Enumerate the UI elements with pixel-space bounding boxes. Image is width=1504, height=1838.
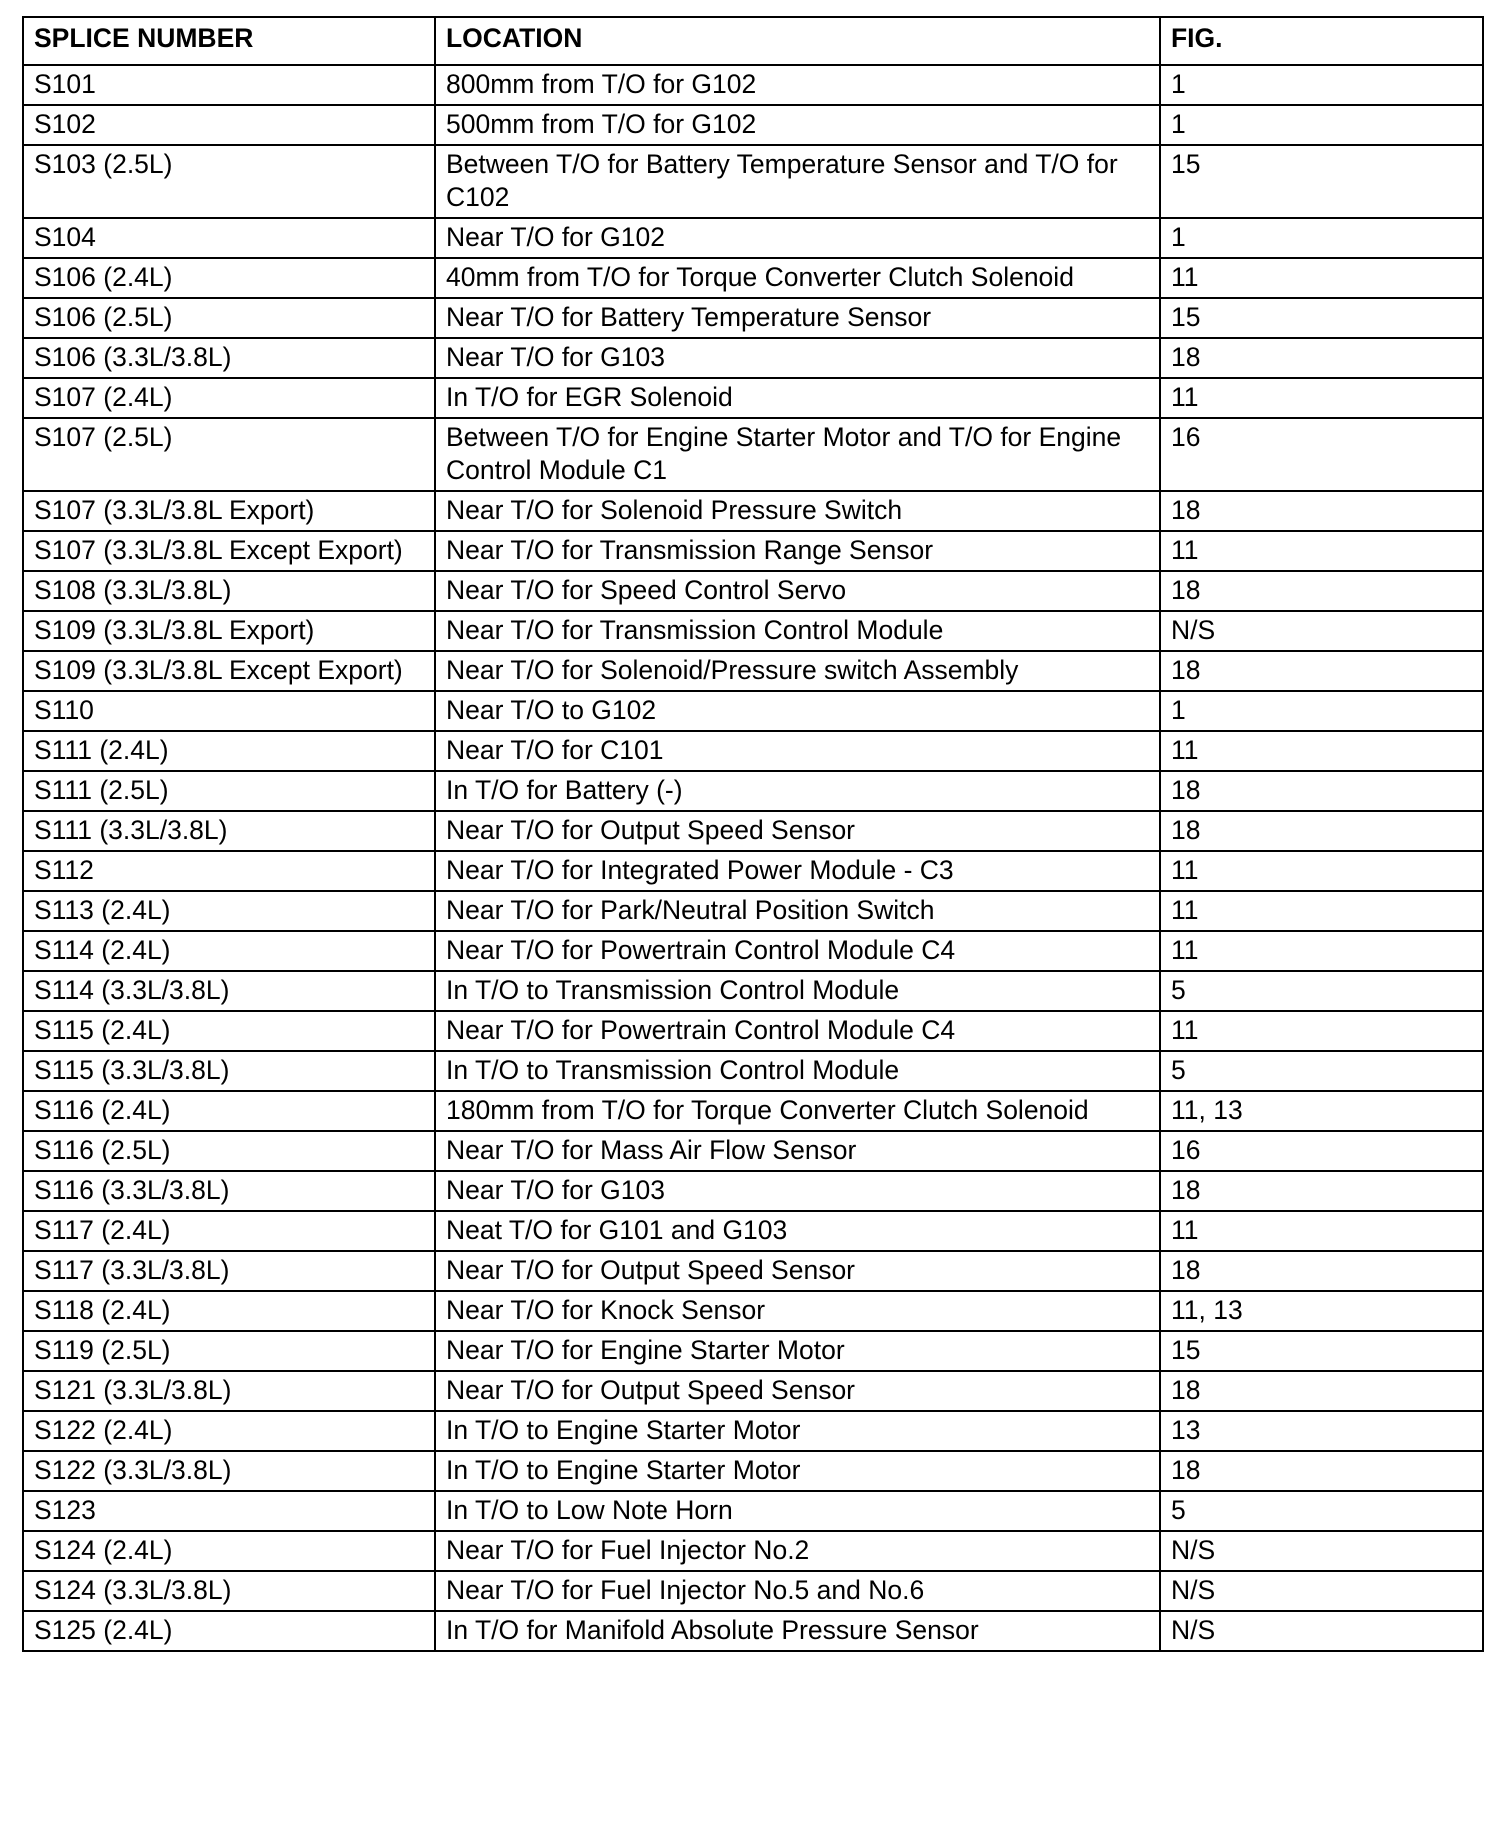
location-cell: Between T/O for Battery Temperature Sensor and T/O for C102: [435, 145, 1160, 218]
fig-cell: 18: [1160, 771, 1483, 811]
header-fig: FIG.: [1160, 17, 1483, 65]
location-cell: Near T/O for Fuel Injector No.2: [435, 1531, 1160, 1571]
splice-location-table: [22, 16, 1484, 1652]
fig-cell: 18: [1160, 571, 1483, 611]
splice-number-cell: S125 (2.4L): [23, 1611, 435, 1651]
table-row: [23, 851, 1483, 891]
table-row: [23, 1251, 1483, 1291]
fig-cell: 11: [1160, 1011, 1483, 1051]
splice-number-cell: S107 (2.5L): [23, 418, 435, 491]
location-cell: In T/O to Low Note Horn: [435, 1491, 1160, 1531]
fig-cell: 18: [1160, 1371, 1483, 1411]
location-cell: Near T/O for G103: [435, 1171, 1160, 1211]
location-cell: In T/O to Engine Starter Motor: [435, 1451, 1160, 1491]
splice-number-cell: S111 (3.3L/3.8L): [23, 811, 435, 851]
location-cell: In T/O to Transmission Control Module: [435, 971, 1160, 1011]
fig-cell: 18: [1160, 1171, 1483, 1211]
splice-number-cell: S115 (2.4L): [23, 1011, 435, 1051]
location-cell: Near T/O for Solenoid Pressure Switch: [435, 491, 1160, 531]
fig-cell: 11: [1160, 378, 1483, 418]
location-cell: In T/O to Transmission Control Module: [435, 1051, 1160, 1091]
fig-cell: N/S: [1160, 1611, 1483, 1651]
table-row: [23, 811, 1483, 851]
table-row: [23, 651, 1483, 691]
splice-number-cell: S107 (3.3L/3.8L Export): [23, 491, 435, 531]
splice-number-cell: S109 (3.3L/3.8L Export): [23, 611, 435, 651]
fig-cell: 13: [1160, 1411, 1483, 1451]
fig-cell: 11, 13: [1160, 1291, 1483, 1331]
splice-number-cell: S108 (3.3L/3.8L): [23, 571, 435, 611]
header-location: LOCATION: [435, 17, 1160, 65]
fig-cell: 15: [1160, 145, 1483, 218]
location-cell: In T/O for Battery (-): [435, 771, 1160, 811]
table-row: [23, 1531, 1483, 1571]
splice-number-cell: S123: [23, 1491, 435, 1531]
fig-cell: 18: [1160, 1251, 1483, 1291]
location-cell: Neat T/O for G101 and G103: [435, 1211, 1160, 1251]
location-cell: Near T/O for Powertrain Control Module C4: [435, 1011, 1160, 1051]
table-row: [23, 1131, 1483, 1171]
table-row: [23, 1091, 1483, 1131]
location-cell: Near T/O for Park/Neutral Position Switch: [435, 891, 1160, 931]
fig-cell: 11: [1160, 731, 1483, 771]
location-cell: Near T/O for Output Speed Sensor: [435, 811, 1160, 851]
table-row: [23, 971, 1483, 1011]
location-cell: Near T/O for Powertrain Control Module C4: [435, 931, 1160, 971]
splice-number-cell: S114 (2.4L): [23, 931, 435, 971]
location-cell: Near T/O for Battery Temperature Sensor: [435, 298, 1160, 338]
splice-number-cell: S122 (3.3L/3.8L): [23, 1451, 435, 1491]
location-cell: 800mm from T/O for G102: [435, 65, 1160, 105]
fig-cell: 18: [1160, 811, 1483, 851]
fig-cell: 16: [1160, 1131, 1483, 1171]
fig-cell: 16: [1160, 418, 1483, 491]
location-cell: Near T/O for Knock Sensor: [435, 1291, 1160, 1331]
fig-cell: 18: [1160, 651, 1483, 691]
splice-number-cell: S121 (3.3L/3.8L): [23, 1371, 435, 1411]
table-row: [23, 105, 1483, 145]
splice-number-cell: S116 (2.5L): [23, 1131, 435, 1171]
table-row: [23, 145, 1483, 218]
table-row: [23, 218, 1483, 258]
splice-number-cell: S113 (2.4L): [23, 891, 435, 931]
location-cell: In T/O for EGR Solenoid: [435, 378, 1160, 418]
location-cell: Near T/O to G102: [435, 691, 1160, 731]
table-row: [23, 1451, 1483, 1491]
fig-cell: 11: [1160, 1211, 1483, 1251]
splice-number-cell: S103 (2.5L): [23, 145, 435, 218]
fig-cell: 18: [1160, 491, 1483, 531]
fig-cell: 18: [1160, 338, 1483, 378]
location-cell: Near T/O for Output Speed Sensor: [435, 1251, 1160, 1291]
fig-cell: 15: [1160, 298, 1483, 338]
table-row: [23, 531, 1483, 571]
splice-number-cell: S110: [23, 691, 435, 731]
splice-number-cell: S116 (3.3L/3.8L): [23, 1171, 435, 1211]
table-row: [23, 1211, 1483, 1251]
fig-cell: 1: [1160, 218, 1483, 258]
splice-number-cell: S117 (2.4L): [23, 1211, 435, 1251]
table-row: [23, 691, 1483, 731]
table-row: [23, 1571, 1483, 1611]
location-cell: Near T/O for Solenoid/Pressure switch Assembly: [435, 651, 1160, 691]
splice-number-cell: S118 (2.4L): [23, 1291, 435, 1331]
splice-number-cell: S112: [23, 851, 435, 891]
table-row: [23, 1331, 1483, 1371]
table-row: [23, 891, 1483, 931]
location-cell: Near T/O for Fuel Injector No.5 and No.6: [435, 1571, 1160, 1611]
table-row: [23, 1411, 1483, 1451]
table-row: [23, 65, 1483, 105]
table-row: [23, 258, 1483, 298]
splice-number-cell: S104: [23, 218, 435, 258]
location-cell: Near T/O for Engine Starter Motor: [435, 1331, 1160, 1371]
table-row: [23, 611, 1483, 651]
location-cell: Near T/O for C101: [435, 731, 1160, 771]
splice-number-cell: S122 (2.4L): [23, 1411, 435, 1451]
table-row: [23, 571, 1483, 611]
fig-cell: 15: [1160, 1331, 1483, 1371]
location-cell: Near T/O for G103: [435, 338, 1160, 378]
splice-number-cell: S111 (2.5L): [23, 771, 435, 811]
table-row: [23, 1611, 1483, 1651]
splice-number-cell: S101: [23, 65, 435, 105]
fig-cell: 11: [1160, 258, 1483, 298]
splice-number-cell: S114 (3.3L/3.8L): [23, 971, 435, 1011]
table-row: [23, 931, 1483, 971]
table-row: [23, 1051, 1483, 1091]
table-row: [23, 1491, 1483, 1531]
fig-cell: N/S: [1160, 611, 1483, 651]
table-row: [23, 298, 1483, 338]
location-cell: 180mm from T/O for Torque Converter Clutch Solenoid: [435, 1091, 1160, 1131]
splice-number-cell: S107 (2.4L): [23, 378, 435, 418]
splice-number-cell: S116 (2.4L): [23, 1091, 435, 1131]
fig-cell: 5: [1160, 1051, 1483, 1091]
splice-number-cell: S117 (3.3L/3.8L): [23, 1251, 435, 1291]
location-cell: Near T/O for Integrated Power Module - C3: [435, 851, 1160, 891]
fig-cell: N/S: [1160, 1571, 1483, 1611]
table-row: [23, 418, 1483, 491]
location-cell: Near T/O for Mass Air Flow Sensor: [435, 1131, 1160, 1171]
splice-number-cell: S115 (3.3L/3.8L): [23, 1051, 435, 1091]
splice-number-cell: S102: [23, 105, 435, 145]
location-cell: In T/O to Engine Starter Motor: [435, 1411, 1160, 1451]
location-cell: Near T/O for Output Speed Sensor: [435, 1371, 1160, 1411]
fig-cell: 11: [1160, 851, 1483, 891]
location-cell: In T/O for Manifold Absolute Pressure Sensor: [435, 1611, 1160, 1651]
table-row: [23, 1371, 1483, 1411]
header-splice-number: SPLICE NUMBER: [23, 17, 435, 65]
table-body: [23, 65, 1483, 1651]
fig-cell: 5: [1160, 1491, 1483, 1531]
table-row: [23, 1171, 1483, 1211]
fig-cell: 11: [1160, 931, 1483, 971]
location-cell: 500mm from T/O for G102: [435, 105, 1160, 145]
table-row: [23, 491, 1483, 531]
location-cell: Near T/O for Transmission Range Sensor: [435, 531, 1160, 571]
splice-number-cell: S119 (2.5L): [23, 1331, 435, 1371]
fig-cell: 1: [1160, 691, 1483, 731]
table-row: [23, 771, 1483, 811]
fig-cell: 1: [1160, 105, 1483, 145]
table-header-row: [23, 17, 1483, 65]
location-cell: Near T/O for G102: [435, 218, 1160, 258]
table-row: [23, 1291, 1483, 1331]
fig-cell: 1: [1160, 65, 1483, 105]
splice-number-cell: S107 (3.3L/3.8L Except Export): [23, 531, 435, 571]
location-cell: Near T/O for Transmission Control Module: [435, 611, 1160, 651]
splice-number-cell: S124 (3.3L/3.8L): [23, 1571, 435, 1611]
location-cell: Between T/O for Engine Starter Motor and T/O for Engine Control Module C1: [435, 418, 1160, 491]
fig-cell: 11: [1160, 891, 1483, 931]
splice-number-cell: S106 (2.5L): [23, 298, 435, 338]
splice-number-cell: S106 (3.3L/3.8L): [23, 338, 435, 378]
table-row: [23, 338, 1483, 378]
fig-cell: 5: [1160, 971, 1483, 1011]
splice-number-cell: S109 (3.3L/3.8L Except Export): [23, 651, 435, 691]
table-row: [23, 731, 1483, 771]
table-row: [23, 1011, 1483, 1051]
fig-cell: N/S: [1160, 1531, 1483, 1571]
splice-number-cell: S124 (2.4L): [23, 1531, 435, 1571]
fig-cell: 18: [1160, 1451, 1483, 1491]
fig-cell: 11, 13: [1160, 1091, 1483, 1131]
splice-number-cell: S111 (2.4L): [23, 731, 435, 771]
location-cell: 40mm from T/O for Torque Converter Clutch Solenoid: [435, 258, 1160, 298]
fig-cell: 11: [1160, 531, 1483, 571]
location-cell: Near T/O for Speed Control Servo: [435, 571, 1160, 611]
table-row: [23, 378, 1483, 418]
splice-number-cell: S106 (2.4L): [23, 258, 435, 298]
